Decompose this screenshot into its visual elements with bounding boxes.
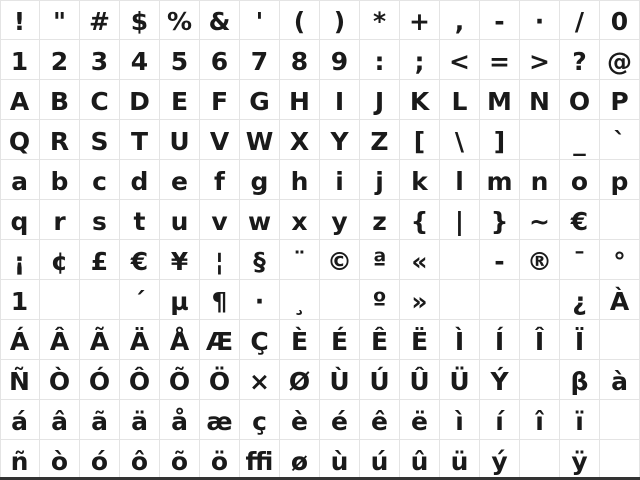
glyph-cell[interactable]: ¡ (0, 240, 40, 280)
glyph-cell[interactable]: ú (360, 440, 400, 480)
glyph-cell[interactable]: % (160, 0, 200, 40)
glyph-cell[interactable]: ø (280, 440, 320, 480)
glyph-cell[interactable]: s (80, 200, 120, 240)
glyph-cell[interactable]: } (480, 200, 520, 240)
glyph-cell[interactable]: z (360, 200, 400, 240)
glyph-cell[interactable]: W (240, 120, 280, 160)
glyph-cell[interactable]: p (600, 160, 640, 200)
glyph-cell[interactable]: õ (160, 440, 200, 480)
glyph-cell[interactable]: Ì (440, 320, 480, 360)
glyph-cell[interactable]: ÿ (560, 440, 600, 480)
glyph-cell[interactable]: · (240, 280, 280, 320)
glyph-cell[interactable]: ó (80, 440, 120, 480)
glyph-cell[interactable]: g (240, 160, 280, 200)
glyph-cell[interactable]: Q (0, 120, 40, 160)
glyph-cell[interactable]: « (400, 240, 440, 280)
glyph-cell[interactable]: A (0, 80, 40, 120)
glyph-cell[interactable]: ¥ (160, 240, 200, 280)
glyph-cell[interactable]: h (280, 160, 320, 200)
glyph-cell[interactable]: Ô (120, 360, 160, 400)
glyph-cell-empty (520, 280, 560, 320)
glyph-cell[interactable]: w (240, 200, 280, 240)
glyph-cell-empty (600, 320, 640, 360)
glyph-cell[interactable]: 2 (40, 40, 80, 80)
glyph-cell[interactable]: X (280, 120, 320, 160)
glyph-cell[interactable]: , (440, 0, 480, 40)
glyph-cell[interactable]: L (440, 80, 480, 120)
glyph-cell[interactable]: ° (600, 240, 640, 280)
glyph-cell[interactable]: R (40, 120, 80, 160)
glyph-cell[interactable]: ¯ (560, 240, 600, 280)
glyph-cell[interactable]: û (400, 440, 440, 480)
glyph-cell[interactable]: § (240, 240, 280, 280)
glyph-cell[interactable]: i (320, 160, 360, 200)
glyph-cell[interactable]: Û (400, 360, 440, 400)
glyph-cell[interactable]: o (560, 160, 600, 200)
glyph-cell[interactable]: = (480, 40, 520, 80)
glyph-cell-empty (480, 280, 520, 320)
glyph-cell[interactable]: ; (400, 40, 440, 80)
glyph-cell[interactable]: + (400, 0, 440, 40)
glyph-cell[interactable]: D (120, 80, 160, 120)
glyph-cell[interactable]: ò (40, 440, 80, 480)
glyph-cell[interactable]: S (80, 120, 120, 160)
glyph-cell[interactable]: Ã (80, 320, 120, 360)
glyph-cell[interactable]: ª (360, 240, 400, 280)
glyph-cell[interactable]: Ï (560, 320, 600, 360)
glyph-cell[interactable]: E (160, 80, 200, 120)
glyph-cell[interactable]: b (40, 160, 80, 200)
glyph-cell[interactable]: à (600, 360, 640, 400)
glyph-cell[interactable]: 1 (0, 280, 40, 320)
glyph-cell[interactable]: 9 (320, 40, 360, 80)
glyph-cell-empty (320, 280, 360, 320)
glyph-cell-empty (40, 280, 80, 320)
glyph-cell[interactable]: d (120, 160, 160, 200)
glyph-cell[interactable]: 3 (80, 40, 120, 80)
glyph-cell[interactable]: > (520, 40, 560, 80)
glyph-cell[interactable]: ã (80, 400, 120, 440)
glyph-cell[interactable]: " (40, 0, 80, 40)
glyph-cell[interactable]: â (40, 400, 80, 440)
glyph-cell[interactable]: ï (560, 400, 600, 440)
glyph-cell[interactable]: Ý (480, 360, 520, 400)
glyph-cell[interactable]: ç (240, 400, 280, 440)
glyph-cell[interactable]: ¢ (40, 240, 80, 280)
glyph-cell[interactable]: © (320, 240, 360, 280)
glyph-cell[interactable]: O (560, 80, 600, 120)
glyph-cell[interactable]: ´ (120, 280, 160, 320)
glyph-cell[interactable]: m (480, 160, 520, 200)
glyph-cell[interactable]: ¶ (200, 280, 240, 320)
glyph-cell[interactable]: # (80, 0, 120, 40)
glyph-cell[interactable]: $ (120, 0, 160, 40)
glyph-cell[interactable]: ü (440, 440, 480, 480)
glyph-cell[interactable]: ' (240, 0, 280, 40)
glyph-cell[interactable]: á (0, 400, 40, 440)
glyph-cell[interactable]: H (280, 80, 320, 120)
glyph-cell[interactable]: T (120, 120, 160, 160)
glyph-cell[interactable]: ¸ (280, 280, 320, 320)
glyph-cell[interactable]: V (200, 120, 240, 160)
glyph-cell[interactable]: µ (160, 280, 200, 320)
glyph-cell[interactable]: · (520, 0, 560, 40)
glyph-cell[interactable]: Ø (280, 360, 320, 400)
glyph-cell[interactable]: : (360, 40, 400, 80)
glyph-cell[interactable]: v (200, 200, 240, 240)
glyph-cell[interactable]: Æ (200, 320, 240, 360)
glyph-cell-empty (80, 280, 120, 320)
glyph-cell[interactable]: ® (520, 240, 560, 280)
glyph-cell[interactable]: < (440, 40, 480, 80)
glyph-cell[interactable]: ä (120, 400, 160, 440)
glyph-cell[interactable]: é (320, 400, 360, 440)
glyph-cell[interactable]: Ù (320, 360, 360, 400)
glyph-cell[interactable]: U (160, 120, 200, 160)
glyph-cell[interactable]: € (120, 240, 160, 280)
glyph-cell-empty (520, 120, 560, 160)
glyph-cell[interactable]: a (0, 160, 40, 200)
glyph-cell[interactable]: 5 (160, 40, 200, 80)
glyph-cell[interactable]: * (360, 0, 400, 40)
glyph-cell[interactable]: ô (120, 440, 160, 480)
glyph-cell[interactable]: Õ (160, 360, 200, 400)
glyph-cell[interactable]: Ê (360, 320, 400, 360)
glyph-cell[interactable]: j (360, 160, 400, 200)
glyph-cell[interactable]: ¿ (560, 280, 600, 320)
glyph-cell[interactable]: ~ (520, 200, 560, 240)
glyph-cell[interactable]: Ä (120, 320, 160, 360)
glyph-cell[interactable]: € (560, 200, 600, 240)
glyph-cell[interactable]: £ (80, 240, 120, 280)
glyph-cell[interactable]: t (120, 200, 160, 240)
glyph-cell[interactable]: 8 (280, 40, 320, 80)
glyph-cell[interactable]: ñ (0, 440, 40, 480)
glyph-cell[interactable]: P (600, 80, 640, 120)
glyph-cell[interactable]: Î (520, 320, 560, 360)
glyph-cell[interactable]: l (440, 160, 480, 200)
glyph-cell[interactable]: u (160, 200, 200, 240)
glyph-cell[interactable]: ¨ (280, 240, 320, 280)
glyph-cell[interactable]: Å (160, 320, 200, 360)
glyph-cell[interactable]: / (560, 0, 600, 40)
glyph-cell[interactable]: Í (480, 320, 520, 360)
glyph-cell[interactable]: β (560, 360, 600, 400)
glyph-cell[interactable]: Ò (40, 360, 80, 400)
glyph-cell[interactable]: Ó (80, 360, 120, 400)
glyph-cell[interactable]: ù (320, 440, 360, 480)
glyph-cell[interactable]: ` (600, 120, 640, 160)
glyph-cell[interactable]: C (80, 80, 120, 120)
glyph-cell[interactable]: I (320, 80, 360, 120)
glyph-cell[interactable]: Á (0, 320, 40, 360)
glyph-cell[interactable]: Ñ (0, 360, 40, 400)
glyph-cell[interactable]: Ö (200, 360, 240, 400)
glyph-cell[interactable]: æ (200, 400, 240, 440)
glyph-cell[interactable]: ffi (240, 440, 280, 480)
glyph-cell[interactable]: 0 (600, 0, 640, 40)
glyph-cell[interactable]: F (200, 80, 240, 120)
glyph-cell[interactable]: k (400, 160, 440, 200)
glyph-cell[interactable]: ) (320, 0, 360, 40)
glyph-cell[interactable]: î (520, 400, 560, 440)
glyph-cell[interactable]: Ç (240, 320, 280, 360)
glyph-cell[interactable]: è (280, 400, 320, 440)
glyph-cell[interactable]: í (480, 400, 520, 440)
glyph-cell[interactable]: Ú (360, 360, 400, 400)
glyph-cell[interactable]: Z (360, 120, 400, 160)
glyph-cell-empty (600, 400, 640, 440)
glyph-cell[interactable]: c (80, 160, 120, 200)
glyph-cell[interactable]: 6 (200, 40, 240, 80)
glyph-cell-empty (520, 360, 560, 400)
glyph-cell[interactable]: - (480, 240, 520, 280)
glyph-cell[interactable]: [ (400, 120, 440, 160)
glyph-cell[interactable]: ý (480, 440, 520, 480)
glyph-cell[interactable]: | (440, 200, 480, 240)
glyph-cell[interactable]: Â (40, 320, 80, 360)
glyph-cell-empty (600, 200, 640, 240)
glyph-cell-empty (440, 240, 480, 280)
glyph-cell[interactable]: e (160, 160, 200, 200)
glyph-cell[interactable]: ê (360, 400, 400, 440)
glyph-cell[interactable]: ! (0, 0, 40, 40)
glyph-cell[interactable]: G (240, 80, 280, 120)
glyph-cell[interactable]: 4 (120, 40, 160, 80)
glyph-cell[interactable]: Ü (440, 360, 480, 400)
glyph-cell[interactable]: 1 (0, 40, 40, 80)
glyph-cell[interactable]: q (0, 200, 40, 240)
glyph-cell-empty (520, 440, 560, 480)
glyph-cell-empty (440, 280, 480, 320)
glyph-cell[interactable]: f (200, 160, 240, 200)
glyph-cell[interactable]: ( (280, 0, 320, 40)
glyph-cell[interactable]: 7 (240, 40, 280, 80)
glyph-cell[interactable]: N (520, 80, 560, 120)
glyph-cell[interactable]: ¦ (200, 240, 240, 280)
glyph-cell[interactable]: r (40, 200, 80, 240)
glyph-cell[interactable]: Ë (400, 320, 440, 360)
glyph-cell[interactable]: { (400, 200, 440, 240)
glyph-cell[interactable]: å (160, 400, 200, 440)
glyph-cell[interactable]: \ (440, 120, 480, 160)
glyph-cell[interactable]: y (320, 200, 360, 240)
glyph-cell[interactable]: × (240, 360, 280, 400)
glyph-cell[interactable]: K (400, 80, 440, 120)
glyph-cell[interactable]: ë (400, 400, 440, 440)
glyph-cell[interactable]: ? (560, 40, 600, 80)
glyph-cell[interactable]: @ (600, 40, 640, 80)
glyph-cell[interactable]: ö (200, 440, 240, 480)
glyph-cell[interactable]: É (320, 320, 360, 360)
glyph-cell[interactable]: _ (560, 120, 600, 160)
glyph-cell[interactable]: ] (480, 120, 520, 160)
glyph-cell-empty (600, 440, 640, 480)
glyph-cell[interactable]: B (40, 80, 80, 120)
glyph-cell[interactable]: À (600, 280, 640, 320)
glyph-cell[interactable]: º (360, 280, 400, 320)
glyph-cell[interactable]: n (520, 160, 560, 200)
glyph-cell[interactable]: x (280, 200, 320, 240)
glyph-cell[interactable]: M (480, 80, 520, 120)
glyph-cell[interactable]: J (360, 80, 400, 120)
glyph-cell[interactable]: ì (440, 400, 480, 440)
glyph-cell[interactable]: È (280, 320, 320, 360)
glyph-cell[interactable]: - (480, 0, 520, 40)
glyph-cell[interactable]: » (400, 280, 440, 320)
glyph-cell[interactable]: Y (320, 120, 360, 160)
glyph-cell[interactable]: & (200, 0, 240, 40)
